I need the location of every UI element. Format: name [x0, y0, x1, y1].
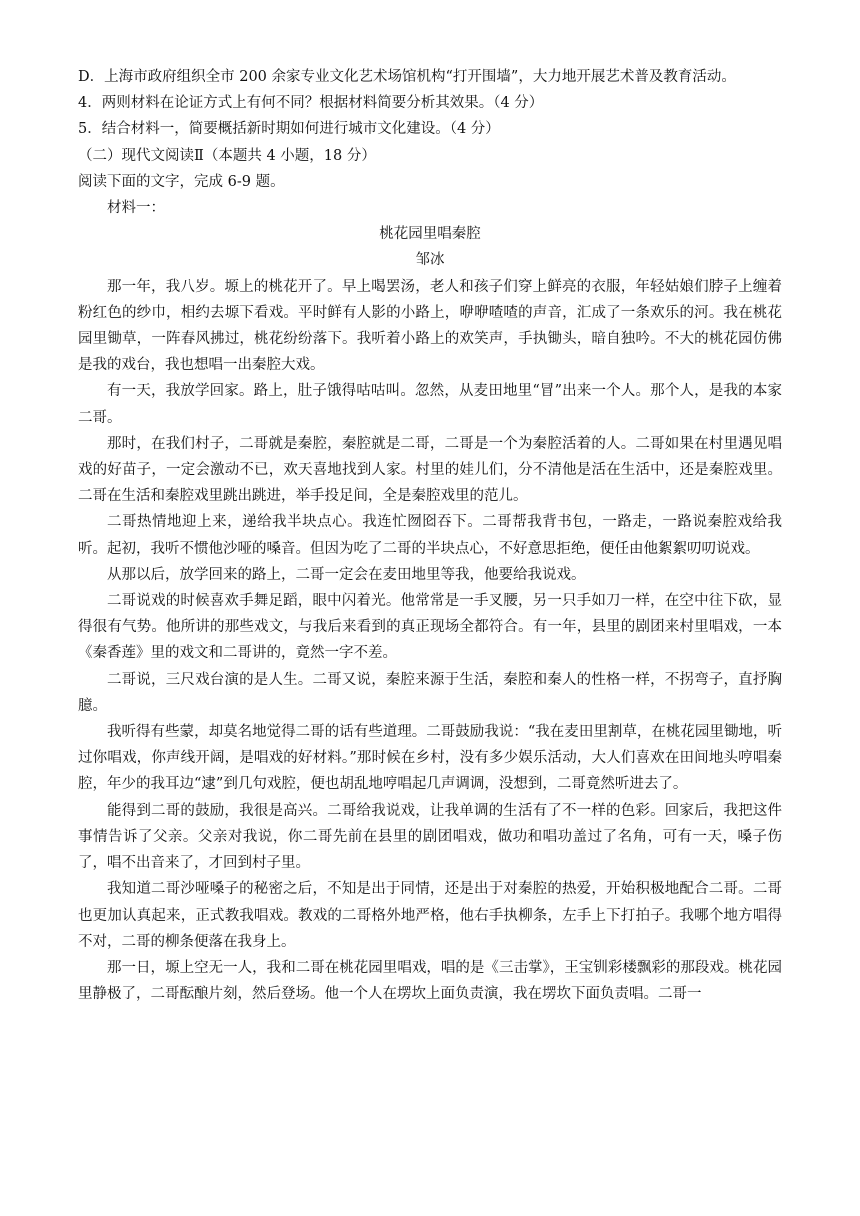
paragraph: 我听得有些蒙，却莫名地觉得二哥的话有些道理。二哥鼓励我说：“我在麦田里割草，在桃花园里锄地，听过你唱戏，你声线开阔，是唱戏的好材料。”那时候在乡村，没有多少娱乐活动，大人们喜欢在田间地头哼唱秦腔，年少的我耳边“逮”到几句戏腔，便也胡乱地哼唱起几声调调，没想到，二哥竟然听进去了。 [78, 724, 782, 793]
paragraph: 有一天，我放学回家。路上，肚子饿得咕咕叫。忽然，从麦田地里“冒”出来一个人。那个人，是我的本家二哥。 [78, 383, 782, 426]
question-5: 5．结合材料一，简要概括新时期如何进行城市文化建设。（4 分） [78, 121, 500, 138]
paragraph: 从那以后，放学回来的路上，二哥一定会在麦田地里等我，他要给我说戏。 [107, 566, 586, 583]
paragraph: 那时，在我们村子，二哥就是秦腔，秦腔就是二哥，二哥是一个为秦腔活着的人。二哥如果在村里遇见唱戏的好苗子，一定会激动不已，欢天喜地找到人家。村里的娃儿们，分不清他是活在生活中，还是秦腔戏里。二哥在生活和秦腔戏里跳出跳进，举手投足间，全是秦腔戏里的范儿。 [78, 435, 782, 505]
paragraph: 我知道二哥沙哑嗓子的秘密之后，不知是出于同情，还是出于对秦腔的热爱，开始积极地配合二哥。二哥也更加认真起来，正式教我唱戏。教戏的二哥格外地严格，他右手执柳条，左手上下打拍子。我哪个地方唱得不对，二哥的柳条便落在我身上。 [78, 881, 782, 950]
article-title: 桃花园里唱秦腔 [379, 226, 481, 243]
paragraph: 那一日，塬上空无一人，我和二哥在桃花园里唱戏，唱的是《三击掌》，王宝钏彩楼飘彩的那段戏。桃花园里静极了，二哥酝酿片刻，然后登场。他一个人在塄坎上面负责演，我在塄坎下面负责唱。二哥一 [78, 959, 782, 1003]
paragraph: 二哥说，三尺戏台演的是人生。二哥又说，秦腔来源于生活，秦腔和秦人的性格一样，不拐弯子，直抒胸臆。 [78, 671, 782, 714]
reading-instruction: 阅读下面的文字，完成 6-9 题。 [78, 173, 285, 190]
paragraph: 二哥说戏的时候喜欢手舞足蹈，眼中闪着光。他常常是一手叉腰，另一只手如刀一样，在空中往下砍，显得很有气势。他所讲的那些戏文，与我后来看到的真正现场全都符合。有一年，县里的剧团来村里唱戏，一本《秦香莲》里的戏文和二哥讲的，竟然一字不差。 [78, 593, 782, 662]
paragraph: 那一年，我八岁。塬上的桃花开了。早上喝罢汤，老人和孩子们穿上鲜亮的衣服，年轻姑娘们脖子上缠着粉红色的纱巾，相约去塬下看戏。平时鲜有人影的小路上，咿咿喳喳的声音，汇成了一条欢乐的河。我在桃花园里锄草，一阵春风拂过，桃花纷纷落下。我听着小路上的欢笑声，手执锄头，暗自独吟。不大的桃花园仿佛是我的戏台，我也想唱一出秦腔大戏。 [78, 278, 782, 374]
material-label: 材料一： [107, 200, 165, 217]
question-4: 4．两则材料在论证方式上有何不同？根据材料简要分析其效果。（4 分） [78, 95, 544, 112]
paragraph: 能得到二哥的鼓励，我很是高兴。二哥给我说戏，让我单调的生活有了不一样的色彩。回家后，我把这件事情告诉了父亲。父亲对我说，你二哥先前在县里的剧团唱戏，做功和唱功盖过了名角，可有一天，嗓子伤了，唱不出音来了，才回到村子里。 [78, 802, 782, 872]
section-heading: （二）现代文阅读Ⅱ（本题共 4 小题，18 分） [78, 147, 376, 164]
article-body [78, 274, 782, 1008]
paragraph: 二哥热情地迎上来，递给我半块点心。我连忙囫囵吞下。二哥帮我背书包，一路走，一路说秦腔戏给我听。起初，我听不惯他沙哑的嗓音。但因为吃了二哥的半块点心，不好意思拒绝，便任由他絮絮叨叨说戏。 [78, 514, 782, 557]
article-author: 邹冰 [415, 252, 445, 269]
option-d: D．上海市政府组织全市 200 余家专业文化艺术场馆机构“打开围墙”，大力地开展艺术普及教育活动。 [78, 69, 736, 85]
